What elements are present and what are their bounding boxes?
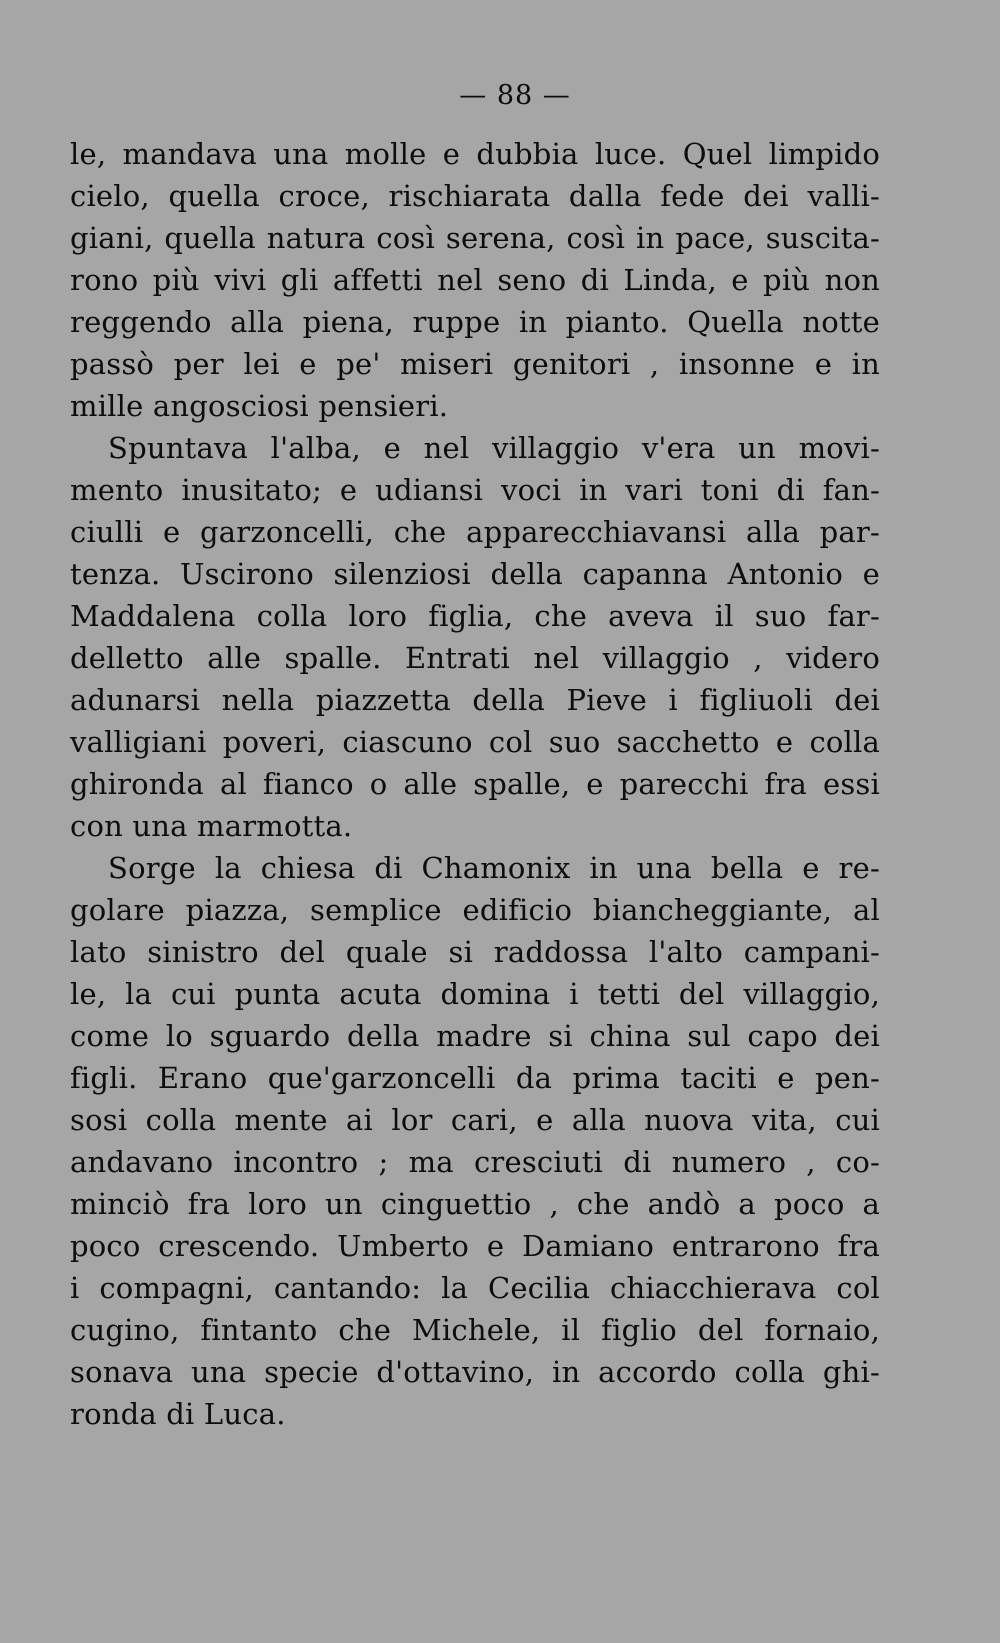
- text-line: come lo sguardo della madre si china sul capo dei: [70, 1019, 880, 1053]
- text-line: mille angosciosi pensieri.: [70, 389, 449, 423]
- text-line: i compagni, cantando: la Cecilia chiacchierava col: [70, 1271, 880, 1305]
- text-line: le, mandava una molle e dubbia luce. Quel limpido: [70, 137, 880, 171]
- text-line: passò per lei e pe' miseri genitori , insonne e in: [70, 347, 880, 381]
- text-line: minciò fra loro un cinguettio , che andò a poco a: [70, 1187, 880, 1221]
- body-text: [70, 133, 880, 1435]
- text-line: ghironda al fianco o alle spalle, e parecchi fra essi: [70, 767, 880, 801]
- text-line: Spuntava l'alba, e nel villaggio v'era un movi-: [108, 431, 880, 465]
- text-line: andavano incontro ; ma cresciuti di numero , co-: [70, 1145, 880, 1179]
- text-line: delletto alle spalle. Entrati nel villaggio , videro: [70, 641, 880, 675]
- text-line: Sorge la chiesa di Chamonix in una bella e re-: [108, 851, 880, 885]
- text-line: mento inusitato; e udiansi voci in vari toni di fan-: [70, 473, 880, 507]
- text-line: lato sinistro del quale si raddossa l'alto campani-: [70, 935, 880, 969]
- text-line: adunarsi nella piazzetta della Pieve i figliuoli dei: [70, 683, 880, 717]
- text-line: ronda di Luca.: [70, 1397, 286, 1431]
- page-number: — 88 —: [459, 80, 571, 111]
- text-line: poco crescendo. Umberto e Damiano entrarono fra: [70, 1229, 880, 1263]
- text-line: golare piazza, semplice edificio biancheggiante, al: [70, 893, 880, 927]
- text-line: tenza. Uscirono silenziosi della capanna Antonio e: [70, 557, 880, 591]
- text-line: rono più vivi gli affetti nel seno di Linda, e più non: [70, 263, 880, 297]
- text-line: reggendo alla piena, ruppe in pianto. Quella notte: [70, 305, 880, 339]
- text-line: cielo, quella croce, rischiarata dalla fede dei valli-: [70, 179, 880, 213]
- text-line: ciulli e garzoncelli, che apparecchiavansi alla par-: [70, 515, 880, 549]
- text-line: figli. Erano que'garzoncelli da prima taciti e pen-: [70, 1061, 880, 1095]
- text-line: valligiani poveri, ciascuno col suo sacchetto e colla: [70, 725, 880, 759]
- text-line: Maddalena colla loro figlia, che aveva il suo far-: [70, 599, 880, 633]
- text-line: con una marmotta.: [70, 809, 353, 843]
- text-line: giani, quella natura così serena, così in pace, suscita-: [70, 221, 880, 255]
- text-line: cugino, fintanto che Michele, il figlio del fornaio,: [70, 1313, 880, 1347]
- text-line: sosi colla mente ai lor cari, e alla nuova vita, cui: [70, 1103, 880, 1137]
- text-line: le, la cui punta acuta domina i tetti del villaggio,: [70, 977, 880, 1011]
- text-line: sonava una specie d'ottavino, in accordo colla ghi-: [70, 1355, 880, 1389]
